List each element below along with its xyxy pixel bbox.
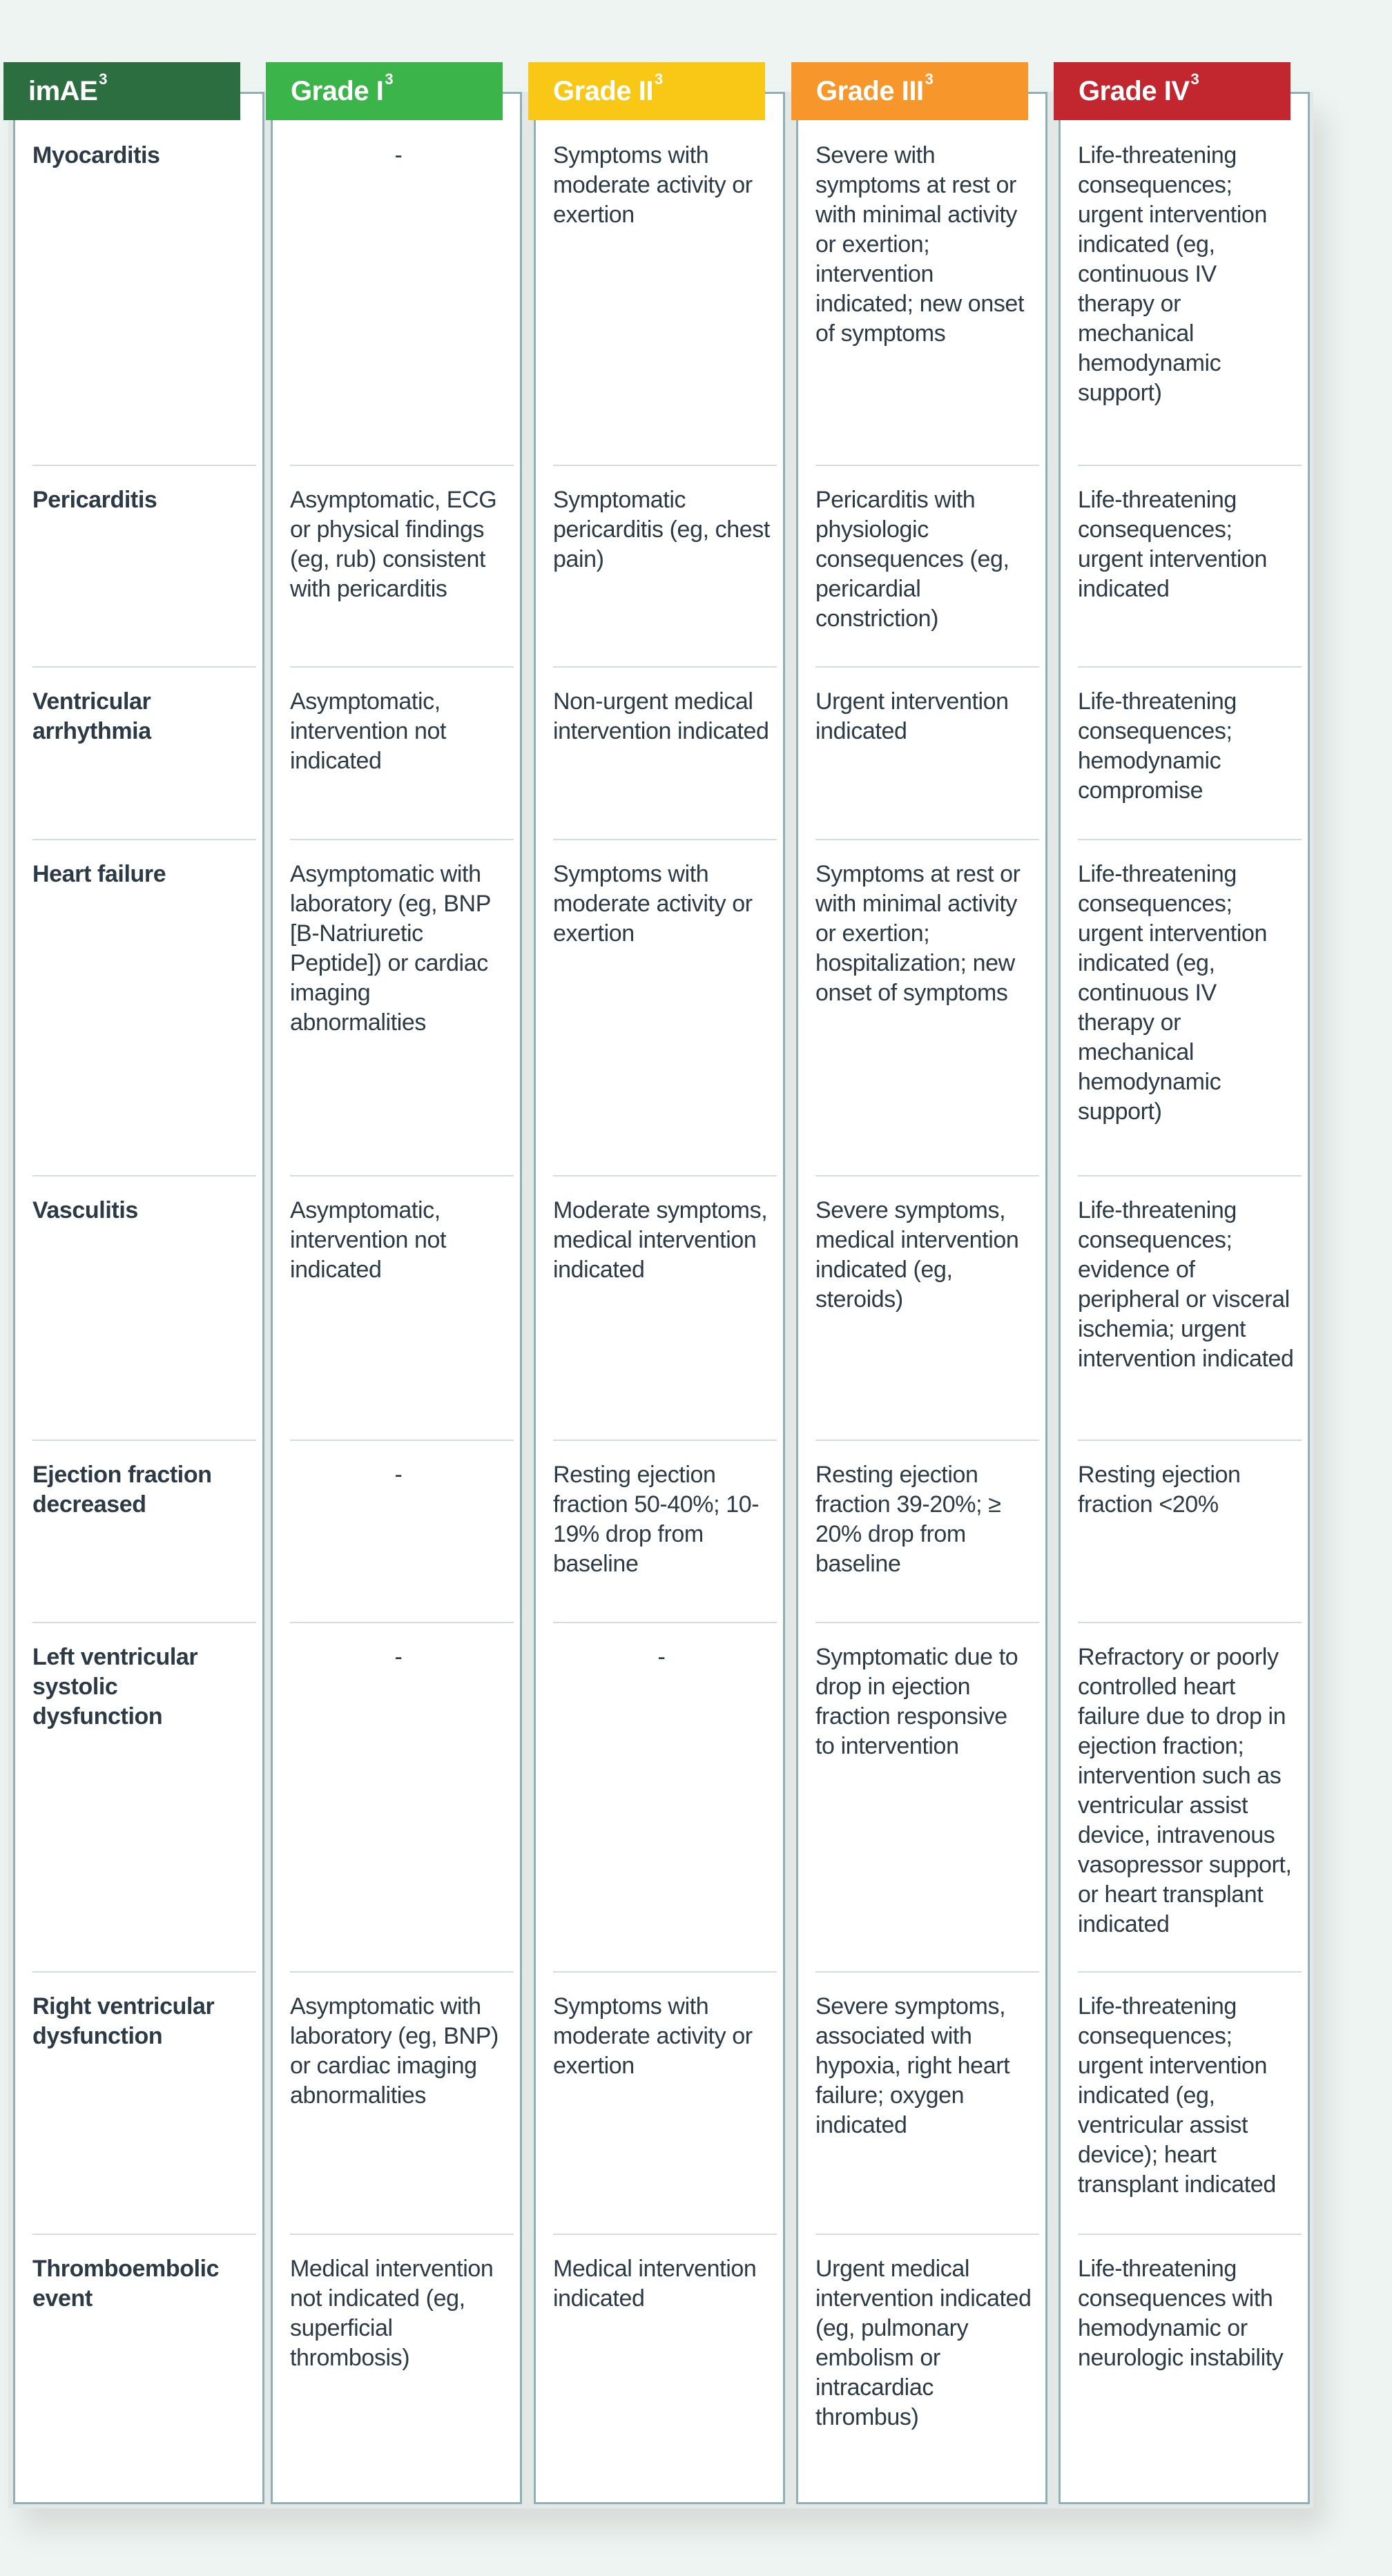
row-divider [815,1440,1039,1441]
row-divider [1078,1971,1302,1973]
table-cell: Asymptomatic, intervention not indicated [290,688,447,774]
row-divider [1078,465,1302,466]
table-cell: Medical intervention not indicated (eg, superficial thrombosis) [290,2256,494,2371]
row-divider [1078,1440,1302,1441]
table-cell: Life-threatening consequences; evidence of peripheral or visceral ischemia; urgent intervention indicated [1078,1197,1294,1372]
row-divider [290,839,514,840]
column-header-label: Grade I [291,76,384,106]
row-divider [32,839,256,840]
table-cell: Asymptomatic, intervention not indicated [290,1197,447,1283]
table-cell: Urgent medical intervention indicated (eg, pulmonary embolism or intracardiac thrombus) [815,2256,1032,2430]
row-divider [32,2234,256,2235]
column-header-label: Grade IV [1079,76,1190,106]
table-cell: Non-urgent medical intervention indicated [553,688,769,744]
column-header-imae [3,62,240,120]
table-cell: Moderate symptoms, medical intervention indicated [553,1197,768,1283]
row-label: Vasculitis [32,1197,138,1223]
table-cell: Severe symptoms, medical intervention indicated (eg, steroids) [815,1197,1019,1313]
row-divider [553,1440,777,1441]
row-divider [290,1622,514,1623]
row-divider [32,1175,256,1176]
table-cell: Resting ejection fraction 39-20%; ≥ 20% drop from baseline [815,1462,1001,1577]
table-cell: Asymptomatic with laboratory (eg, BNP) or cardiac imaging abnormalities [290,1993,499,2109]
table-cell: Refractory or poorly controlled heart failure due to drop in ejection fraction; intervention such as ventricular assist device, intravenous vasopressor support, or heart transplant indicated [1078,1644,1292,1937]
row-label: Ventricular arrhythmia [32,688,151,744]
column-header-label: imAE [28,76,98,106]
row-label: Thromboembolic event [32,2256,220,2312]
table-cell: Urgent intervention indicated [815,688,1009,744]
row-divider [290,666,514,668]
row-divider [32,1440,256,1441]
table-cell: Life-threatening consequences; urgent intervention indicated (eg, continuous IV therapy or mechanical hemodynamic support) [1078,861,1268,1125]
table-cell: Resting ejection fraction <20% [1078,1462,1241,1518]
row-divider [553,2234,777,2235]
row-divider [1078,666,1302,668]
row-divider [32,465,256,466]
row-divider [32,1971,256,1973]
table-cell: Life-threatening consequences; urgent intervention indicated (eg, ventricular assist device); heart transplant indicated [1078,1993,1276,2198]
row-label: Pericarditis [32,487,157,513]
row-label: Ejection fraction decreased [32,1462,212,1518]
row-divider [1078,1622,1302,1623]
column-header-grade-2 [528,62,765,120]
row-divider [815,839,1039,840]
table-cell: Symptomatic due to drop in ejection fraction responsive to intervention [815,1644,1018,1759]
table-cell: Asymptomatic with laboratory (eg, BNP [B-Natriuretic Peptide]) or cardiac imaging abnormalities [290,861,491,1036]
column-header-label: Grade II [553,76,653,106]
row-divider [290,1175,514,1176]
footnote-ref: 3 [925,70,934,88]
row-divider [553,465,777,466]
table-cell: Pericarditis with physiologic consequences (eg, pericardial constriction) [815,487,1009,632]
column-header-grade-1 [266,62,503,120]
footnote-ref: 3 [654,70,663,88]
row-divider [1078,2234,1302,2235]
row-divider [815,1175,1039,1176]
row-divider [290,1440,514,1441]
table-cell: Life-threatening consequences with hemodynamic or neurologic instability [1078,2256,1284,2371]
column-header-grade-4 [1054,62,1290,120]
row-divider [290,1971,514,1973]
table-cell: - [394,142,403,168]
table-cell: - [394,1462,403,1488]
row-divider [553,839,777,840]
row-divider [290,2234,514,2235]
row-divider [815,465,1039,466]
row-divider [32,1622,256,1623]
row-divider [1078,1175,1302,1176]
column-header-grade-3 [791,62,1028,120]
footnote-ref: 3 [99,70,107,88]
row-divider [290,465,514,466]
row-divider [553,666,777,668]
table-cell: Symptomatic pericarditis (eg, chest pain) [553,487,770,572]
table-cell: Symptoms with moderate activity or exertion [553,142,753,228]
row-divider [815,2234,1039,2235]
row-divider [815,1971,1039,1973]
table-cell: Symptoms at rest or with minimal activity or exertion; hospitalization; new onset of symptoms [815,861,1021,1006]
table-cell: Life-threatening consequences; hemodynamic compromise [1078,688,1237,804]
footnote-ref: 3 [385,70,394,88]
row-divider [553,1622,777,1623]
table-cell: Severe symptoms, associated with hypoxia, right heart failure; oxygen indicated [815,1993,1010,2138]
row-label: Left ventricular systolic dysfunction [32,1644,198,1730]
table-cell: Asymptomatic, ECG or physical findings (eg, rub) consistent with pericarditis [290,487,497,602]
row-divider [1078,839,1302,840]
table-cell: Symptoms with moderate activity or exertion [553,1993,753,2079]
table-cell: Severe with symptoms at rest or with minimal activity or exertion; intervention indicated; new onset of symptoms [815,142,1024,347]
row-label: Heart failure [32,861,166,887]
row-label: Right ventricular dysfunction [32,1993,215,2049]
footnote-ref: 3 [1190,70,1199,88]
table-cell: Life-threatening consequences; urgent intervention indicated (eg, continuous IV therapy or mechanical hemodynamic support) [1078,142,1268,406]
column-header-label: Grade III [816,76,924,106]
row-divider [553,1971,777,1973]
row-divider [553,1175,777,1176]
row-divider [815,666,1039,668]
table-cell: - [657,1644,666,1670]
table-cell: Symptoms with moderate activity or exertion [553,861,753,947]
row-divider [815,1622,1039,1623]
table-cell: Life-threatening consequences; urgent intervention indicated [1078,487,1268,602]
table-cell: - [394,1644,403,1670]
row-label: Myocarditis [32,142,160,168]
table-cell: Medical intervention indicated [553,2256,757,2312]
row-divider [32,666,256,668]
table-cell: Resting ejection fraction 50-40%; 10-19% drop from baseline [553,1462,760,1577]
